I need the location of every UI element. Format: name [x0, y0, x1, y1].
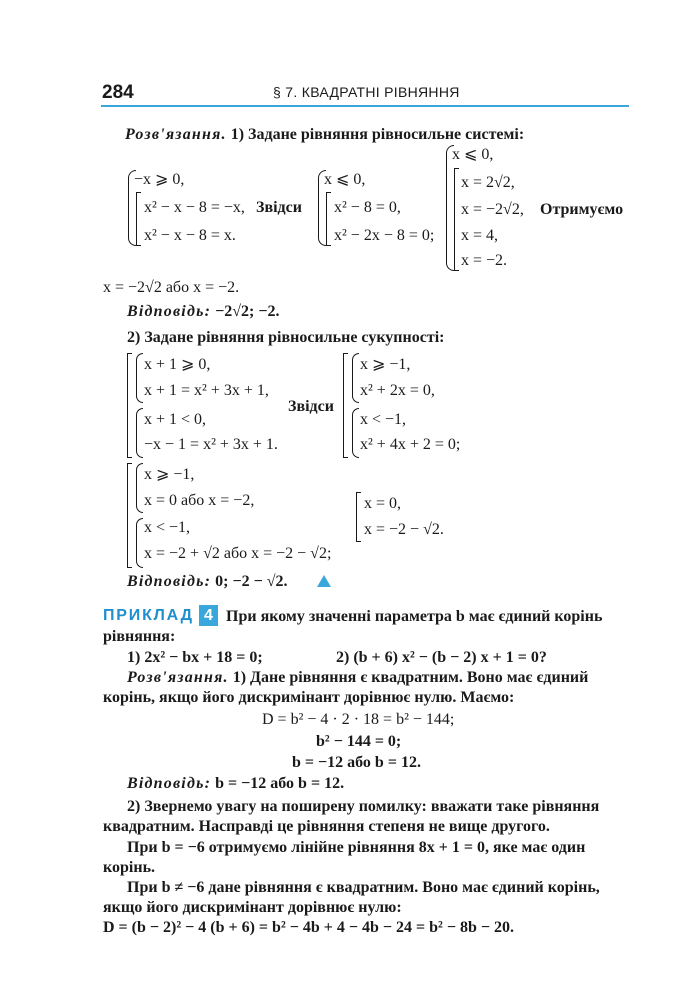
set-a-row: x + 1 ⩾ 0,	[144, 356, 211, 373]
solution3-line2: корінь, якщо його дискримінант дорівнює нулю. Маємо:	[103, 689, 515, 706]
sys-c-row: x = −2.	[461, 252, 508, 269]
sys-b-row: x ⩽ 0,	[324, 171, 366, 188]
discriminant-eq: D = b² − 4 · 2 · 18 = b² − 144;	[262, 711, 455, 728]
solution3-line	[127, 668, 588, 688]
sys-c-row: x = 2√2,	[461, 174, 515, 191]
set-c-row: x = 0 або x = −2,	[144, 492, 255, 509]
answer-line	[127, 774, 344, 794]
set-bracket	[454, 168, 459, 271]
set-b-row: x² + 4x + 2 = 0;	[360, 436, 461, 453]
solution1-intro: 1) Задане рівняння рівносильне системі:	[230, 126, 525, 143]
answer-label: Відповідь:	[127, 775, 212, 792]
sys-c-row: x = −2√2,	[461, 201, 524, 218]
page-number: 284	[102, 82, 134, 103]
solution1-result: x = −2√2 або x = −2.	[103, 279, 240, 296]
sys-c-row: x = 4,	[461, 227, 499, 244]
set-bracket	[127, 463, 132, 568]
system-brace	[136, 518, 143, 568]
answer-line	[127, 302, 279, 322]
set-a-row: x + 1 < 0,	[144, 411, 207, 428]
example-question-line: рівняння:	[103, 628, 176, 645]
set-b-row: x² + 2x = 0,	[360, 382, 435, 399]
system-brace	[136, 408, 143, 458]
example-label: ПРИКЛАД	[103, 607, 194, 624]
system-brace	[352, 353, 359, 403]
example-eq1: 1) 2x² − bx + 18 = 0;	[127, 649, 263, 666]
set-bracket	[136, 192, 141, 246]
header-rule	[101, 105, 629, 107]
final-equation: D = (b − 2)² − 4 (b + 6) = b² − 4b + 4 − 4b − 24 = b² − 8b − 20.	[103, 919, 514, 936]
obtain-label: Отримуємо	[540, 201, 624, 218]
set-c-row: x = −2 + √2 або x = −2 − √2;	[144, 545, 332, 562]
answer-value: −2√2; −2.	[215, 303, 280, 320]
paragraph-line: При b = −6 отримуємо лінійне рівняння 8x + 1 = 0, яке має один	[127, 839, 586, 856]
paragraph-line: квадратним. Насправді це рівняння степеня не вище другого.	[103, 818, 550, 835]
hence-label: Звідси	[288, 398, 334, 415]
set-a-row: x + 1 = x² + 3x + 1,	[144, 382, 269, 399]
sys-b-row: x² − 2x − 8 = 0;	[334, 227, 435, 244]
set-bracket	[356, 492, 361, 542]
system-brace	[136, 463, 143, 513]
set-bracket	[343, 353, 348, 458]
solution-label: Розв'язання.	[125, 126, 227, 143]
set-c-row: x ⩾ −1,	[144, 466, 195, 483]
set-b-row: x < −1,	[360, 411, 407, 428]
example-eq2: 2) (b + 6) x² − (b − 2) x + 1 = 0?	[336, 649, 547, 666]
answer-label: Відповідь:	[127, 303, 212, 320]
solution2-intro: 2) Задане рівняння рівносильне сукупності:	[127, 329, 445, 346]
example-question-line: При якому значенні параметра b має єдиний корінь	[226, 608, 603, 625]
sys-b-row: x² − 8 = 0,	[334, 199, 401, 216]
sys-a-row: x² − x − 8 = x.	[144, 227, 236, 244]
set-b-row: x ⩾ −1,	[360, 356, 411, 373]
system-brace	[136, 353, 143, 403]
set-d-row: x = 0,	[364, 495, 402, 512]
equation-line: b² − 144 = 0;	[316, 733, 402, 750]
sys-c-row: x ⩽ 0,	[452, 146, 494, 163]
answer-line	[127, 572, 287, 592]
set-d-row: x = −2 − √2.	[364, 521, 444, 538]
answer-label: Відповідь:	[127, 573, 212, 590]
solution1-intro-line	[125, 125, 524, 145]
sys-a-row: −x ⩾ 0,	[134, 171, 185, 188]
end-of-solution-triangle-icon	[317, 575, 331, 587]
set-bracket	[326, 192, 331, 246]
section-title: § 7. КВАДРАТНІ РІВНЯННЯ	[273, 84, 460, 100]
answer-value: b = −12 або b = 12.	[215, 775, 345, 792]
set-a-row: −x − 1 = x² + 3x + 1.	[144, 436, 278, 453]
set-bracket	[127, 353, 132, 458]
answer-value: 0; −2 − √2.	[215, 573, 288, 590]
paragraph-line: 2) Звернемо увагу на поширену помилку: вважати таке рівняння	[127, 798, 600, 815]
paragraph-line: корінь.	[103, 859, 156, 876]
hence-label: Звідси	[256, 199, 302, 216]
paragraph-line: При b ≠ −6 дане рівняння є квадратним. Воно має єдиний корінь,	[127, 879, 600, 896]
solution-label: Розв'язання.	[127, 669, 229, 686]
solution3-line1: 1) Дане рівняння є квадратним. Воно має єдиний	[232, 669, 589, 686]
system-brace	[352, 408, 359, 458]
example-number: 4	[199, 605, 218, 626]
equation-line: b = −12 або b = 12.	[292, 754, 421, 771]
set-c-row: x < −1,	[144, 519, 191, 536]
paragraph-line: якщо його дискримінант дорівнює нулю:	[103, 899, 402, 916]
sys-a-row: x² − x − 8 = −x,	[144, 199, 245, 216]
